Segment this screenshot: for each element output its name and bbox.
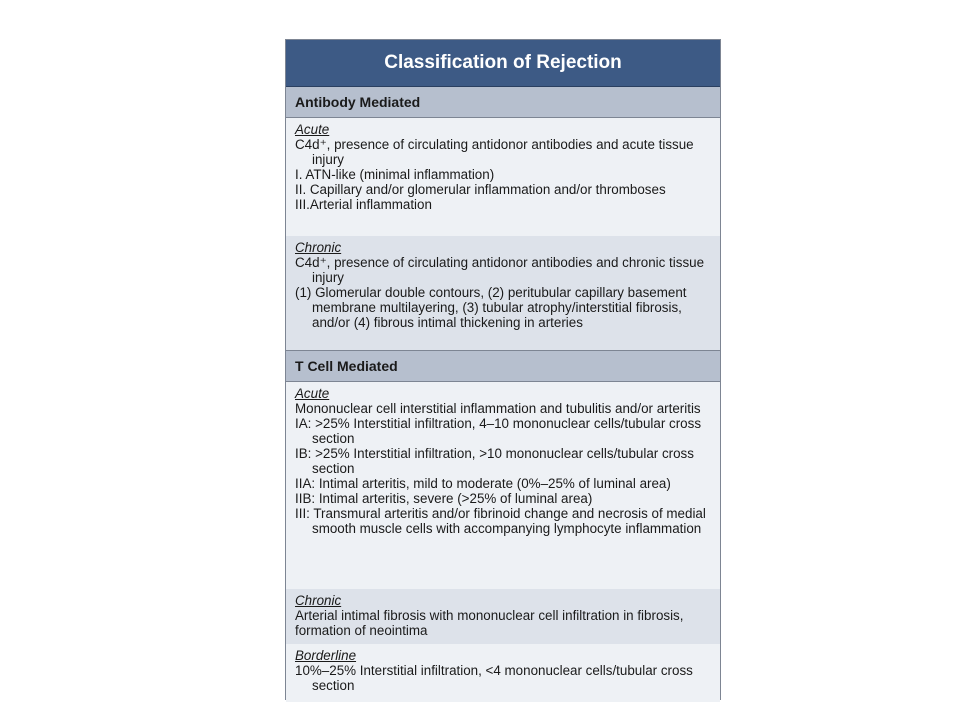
definition-line: Arterial intimal fibrosis with mononuclear cell infiltration in fibrosis, formation of neointima	[295, 608, 684, 638]
block-t-cell-acute	[286, 382, 720, 589]
section-heading-antibody-mediated: Antibody Mediated	[286, 87, 720, 118]
grade-line: IIA: Intimal arteritis, mild to moderate (0%–25% of luminal area)	[295, 476, 671, 491]
block-t-cell-borderline	[286, 644, 720, 702]
block-antibody-chronic	[286, 236, 720, 350]
definition-line: Mononuclear cell interstitial inflammation and tubulitis and/or arteritis	[295, 401, 701, 416]
grade-line: IIB: Intimal arteritis, severe (>25% of luminal area)	[295, 491, 593, 506]
subhead-acute: Acute	[295, 122, 330, 137]
grade-line: IA: >25% Interstitial infiltration, 4–10 mononuclear cells/tubular cross section	[295, 416, 702, 446]
feature-line: (1) Glomerular double contours, (2) peritubular capillary basement membrane multilayering, (3) tubular atrophy/interstitial fibrosis, and/or (4) fibrous intimal thickening in arteries	[295, 285, 687, 330]
subhead-acute: Acute	[295, 386, 330, 401]
block-antibody-acute	[286, 118, 720, 236]
section-heading-t-cell-mediated: T Cell Mediated	[286, 350, 720, 382]
table-title: Classification of Rejection	[286, 40, 720, 87]
grade-line: IB: >25% Interstitial infiltration, >10 mononuclear cells/tubular cross section	[295, 446, 694, 476]
subhead-chronic: Chronic	[295, 593, 342, 608]
grade-line: I. ATN-like (minimal inflammation)	[295, 167, 495, 182]
grade-line: II. Capillary and/or glomerular inflammation and/or thromboses	[295, 182, 666, 197]
grade-line: III: Transmural arteritis and/or fibrinoid change and necrosis of medial smooth muscle cells with accompanying lymphocyte inflammation	[295, 506, 706, 536]
grade-line: III.Arterial inflammation	[295, 197, 432, 212]
definition-line: C4d⁺, presence of circulating antidonor antibodies and acute tissue injury	[295, 137, 694, 167]
definition-line: C4d⁺, presence of circulating antidonor antibodies and chronic tissue injury	[295, 255, 705, 285]
definition-line: 10%–25% Interstitial infiltration, <4 mononuclear cells/tubular cross section	[295, 663, 693, 693]
subhead-borderline: Borderline	[295, 648, 357, 663]
classification-table	[285, 39, 721, 700]
subhead-chronic: Chronic	[295, 240, 342, 255]
block-t-cell-chronic	[286, 589, 720, 644]
